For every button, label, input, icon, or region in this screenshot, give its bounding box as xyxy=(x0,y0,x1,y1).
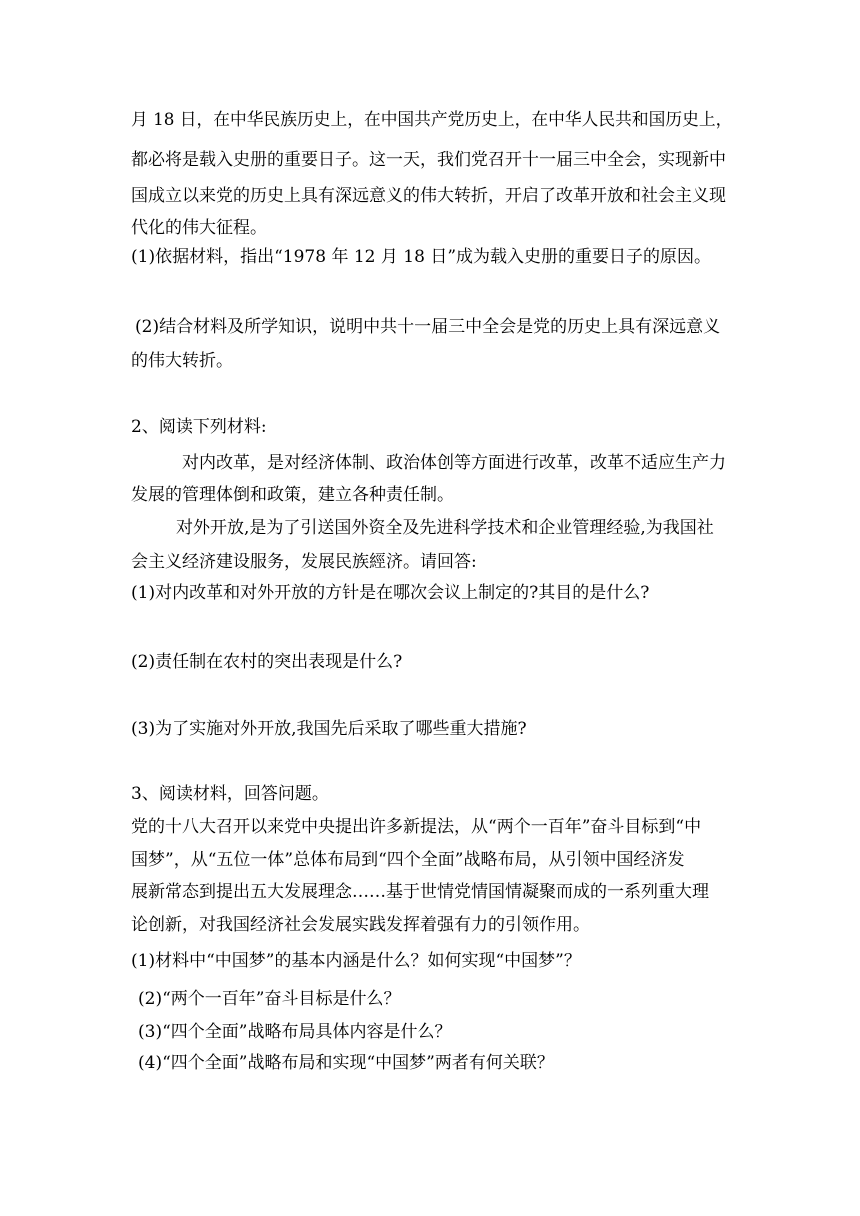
question-1: (1)依据材料，指出“1978 年 12 月 18 日”成为载入史册的重要日子的原因。 xyxy=(131,247,712,267)
paragraph-line: 会主义经济建设服务，发展民族經济。请回答: xyxy=(131,552,477,572)
question-1: (1)材料中“中国梦”的基本内涵是什么？如何实现“中国梦”？ xyxy=(131,951,581,971)
material-line: 都必将是载入史册的重要日子。这一天，我们党召开十一届三中全会，实现新中 xyxy=(131,150,726,170)
question-2: (2)责任制在农村的突出表现是什么? xyxy=(131,652,403,672)
question-2-line: 的伟大转折。 xyxy=(131,351,233,371)
material-line: 党的十八大召开以来党中央提出许多新提法，从“两个一百年”奋斗目标到“中 xyxy=(131,817,702,837)
question-3: (3)“四个全面”战略布局具体内容是什么？ xyxy=(138,1022,452,1042)
material-line: 国梦”，从“五位一体”总体布局到“四个全面”战略布局，从引领中国经济发 xyxy=(131,850,685,870)
material-line: 论创新，对我国经济社会发展实践发挥着强有力的引领作用。 xyxy=(131,915,590,935)
question-2: (2)“两个一百年”奋斗目标是什么？ xyxy=(138,989,401,1009)
question-1: (1)对内改革和对外开放的方针是在哪次会议上制定的?其目的是什么? xyxy=(131,583,650,603)
material-line: 代化的伟大征程。 xyxy=(131,218,267,238)
question-3: (3)为了实施对外开放,我国先后采取了哪些重大措施? xyxy=(131,719,527,739)
question-4: (4)“四个全面”战略布局和实现“中国梦”两者有何关联？ xyxy=(138,1053,554,1073)
paragraph-line: 发展的管理体倒和政策，建立各种责任制。 xyxy=(131,485,454,505)
section-heading: 3、阅读材料，回答问题。 xyxy=(131,784,329,804)
material-line: 月 18 日，在中华民族历史上，在中国共产党历史上，在中华人民共和国历史上， xyxy=(131,110,733,130)
question-2-line: (2)结合材料及所学知识，说明中共十一届三中全会是党的历史上具有深远意义 xyxy=(135,317,721,337)
paragraph-line: 对外开放,是为了引送国外资全及先进科学技术和企业管理经验,为我国社 xyxy=(176,518,714,538)
material-line: 国成立以来党的历史上具有深远意义的伟大转折，开启了改革开放和社会主义现 xyxy=(131,186,726,206)
section-heading: 2、阅读下列材料: xyxy=(131,417,267,437)
paragraph-line: 对内改革，是对经济体制、政治体创等方面进行改革，改革不适应生产力 xyxy=(182,453,726,473)
material-line: 展新常态到提出五大发展理念……基于世情党情国情凝聚而成的一系列重大理 xyxy=(131,882,709,902)
